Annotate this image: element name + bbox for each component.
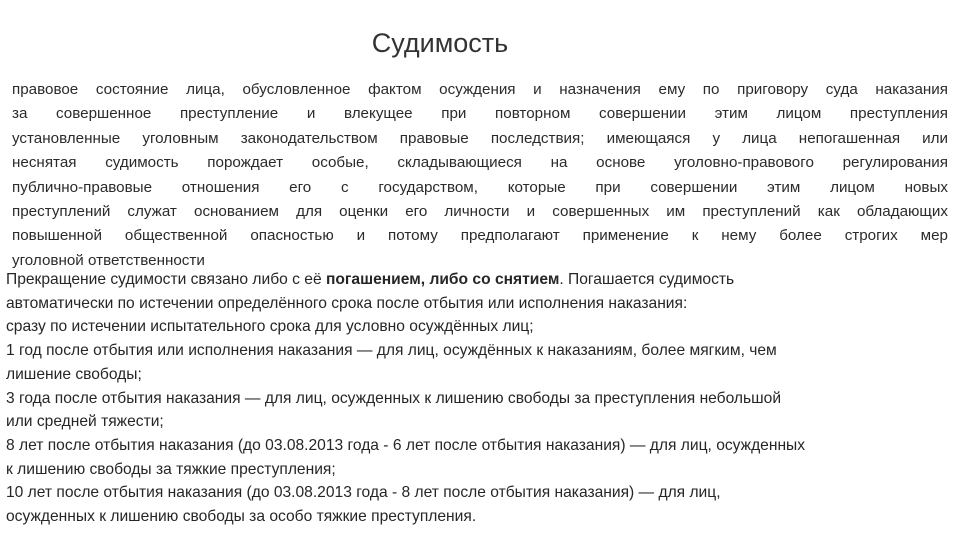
definition-line: установленные уголовным законодательством правовые последствия; имеющаяся у лица непогашенная или xyxy=(12,129,948,147)
termination-suffix: . Погашается судимость xyxy=(559,271,735,288)
definition-line: публично-правовые отношения его с государством, которые при совершении этим лицом новых xyxy=(12,178,948,196)
termination-line: осужденных к лишению свободы за особо тяжкие преступления. xyxy=(6,508,477,526)
definition-line: правовое состояние лица, обусловленное фактом осуждения и назначения ему по приговору суда наказания xyxy=(12,81,948,98)
definition-line: уголовной ответственности xyxy=(12,251,205,269)
termination-prefix: Прекращение судимости связано либо с её xyxy=(6,271,326,288)
definition-line: преступлений служат основанием для оценки его личности и совершенных им преступлений как обладающих xyxy=(12,203,948,221)
termination-line: автоматически по истечении определённого срока после отбытия или исполнения наказания: xyxy=(6,294,688,312)
termination-line: 10 лет после отбытия наказания (до 03.08.2013 года - 8 лет после отбытия наказания) — для лиц, xyxy=(6,484,721,502)
termination-line: лишение свободы; xyxy=(6,365,142,383)
termination-line: к лишению свободы за тяжкие преступления; xyxy=(6,460,336,478)
definition-line: повышенной общественной опасностью и потому предполагают применение к нему более строгих мер xyxy=(12,227,948,245)
termination-line: 1 год после отбытия или исполнения наказания — для лиц, осуждённых к наказаниям, более мягким, чем xyxy=(6,342,777,360)
definition-paragraph xyxy=(12,78,948,273)
termination-bold-phrase: погашением, либо со снятием xyxy=(325,271,560,288)
definition-line: за совершенное преступление и влекущее при повторном совершении этим лицом преступления xyxy=(12,105,948,123)
termination-line xyxy=(6,268,946,292)
slide-title: Судимость xyxy=(371,28,509,58)
termination-line: 3 года после отбытия наказания — для лиц, осужденных к лишению свободы за преступления небольшой xyxy=(6,389,782,407)
termination-paragraph xyxy=(6,268,946,529)
termination-line: сразу по истечении испытательного срока для условно осуждённых лиц; xyxy=(6,318,534,336)
termination-line: 8 лет после отбытия наказания (до 03.08.2013 года - 6 лет после отбытия наказания) — для лиц, осужденных xyxy=(6,436,806,454)
termination-line: или средней тяжести; xyxy=(6,413,164,431)
definition-line: неснятая судимость порождает особые, складывающиеся на основе уголовно-правового регулирования xyxy=(12,154,948,172)
